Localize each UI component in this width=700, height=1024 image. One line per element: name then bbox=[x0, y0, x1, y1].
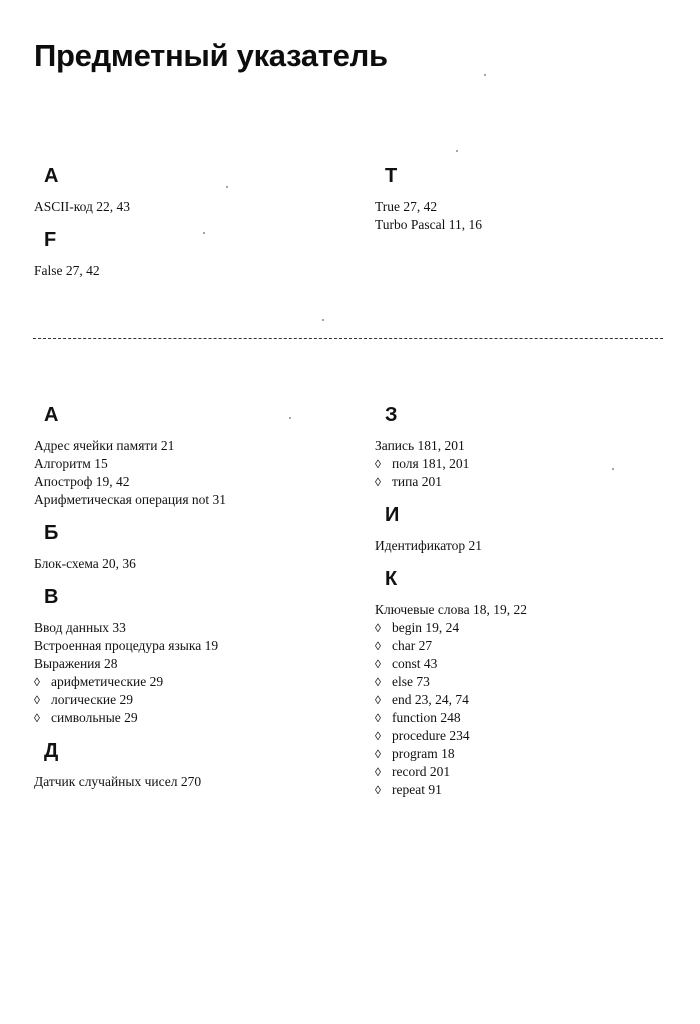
index-entry: Алгоритм 15 bbox=[34, 456, 108, 471]
index-subentry-text: end 23, 24, 74 bbox=[392, 692, 469, 707]
diamond-bullet-icon: ◊ bbox=[375, 729, 381, 743]
scan-speck bbox=[322, 319, 324, 321]
diamond-bullet-icon: ◊ bbox=[375, 765, 381, 779]
index-letter-heading: З bbox=[385, 404, 398, 426]
index-subentry-text: char 27 bbox=[392, 638, 433, 653]
index-letter-heading: F bbox=[44, 229, 57, 251]
index-entry: Запись 181, 201 bbox=[375, 438, 465, 453]
index-subentry bbox=[375, 709, 675, 727]
scan-speck bbox=[484, 74, 486, 76]
diamond-bullet-icon: ◊ bbox=[375, 639, 381, 653]
diamond-bullet-icon: ◊ bbox=[375, 747, 381, 761]
index-subentry-text: record 201 bbox=[392, 764, 451, 779]
diamond-bullet-icon: ◊ bbox=[34, 675, 40, 689]
index-entry: Встроенная процедура языка 19 bbox=[34, 638, 219, 653]
index-subentry bbox=[34, 673, 354, 691]
index-subentry-text: else 73 bbox=[392, 674, 430, 689]
index-subentry-text: логические 29 bbox=[51, 692, 134, 707]
index-subentry-text: procedure 234 bbox=[392, 728, 470, 743]
index-subentry bbox=[375, 781, 675, 799]
diamond-bullet-icon: ◊ bbox=[375, 675, 381, 689]
index-subentry-text: function 248 bbox=[392, 710, 461, 725]
index-letter-group bbox=[34, 521, 354, 573]
index-subentry bbox=[375, 727, 675, 745]
index-letter-heading: Д bbox=[44, 740, 59, 762]
latin-left-column bbox=[34, 164, 334, 292]
index-entry: Арифметическая операция not 31 bbox=[34, 492, 227, 507]
index-subentry-text: типа 201 bbox=[392, 474, 442, 489]
index-letter-group bbox=[34, 228, 334, 280]
index-entry: Апостроф 19, 42 bbox=[34, 474, 130, 489]
index-subentry bbox=[375, 637, 675, 655]
index-letter-group bbox=[375, 503, 675, 555]
diamond-bullet-icon: ◊ bbox=[375, 457, 381, 471]
cyrillic-left-column bbox=[34, 403, 354, 803]
diamond-bullet-icon: ◊ bbox=[34, 693, 40, 707]
index-entry: Turbo Pascal 11, 16 bbox=[375, 217, 483, 232]
diamond-bullet-icon: ◊ bbox=[375, 783, 381, 797]
index-subentry-text: program 18 bbox=[392, 746, 455, 761]
scan-speck bbox=[289, 417, 291, 419]
index-subentry bbox=[375, 655, 675, 673]
scan-speck bbox=[226, 186, 228, 188]
index-subentry bbox=[375, 691, 675, 709]
index-subentry-text: repeat 91 bbox=[392, 782, 442, 797]
index-subentry bbox=[34, 709, 354, 727]
index-entry: Ввод данных 33 bbox=[34, 620, 126, 635]
index-subentry bbox=[34, 691, 354, 709]
index-entry: Выражения 28 bbox=[34, 656, 118, 671]
index-entry: Ключевые слова 18, 19, 22 bbox=[375, 602, 527, 617]
index-subentry bbox=[375, 673, 675, 691]
index-letter-heading: А bbox=[44, 404, 59, 426]
index-subentry bbox=[375, 473, 675, 491]
index-subentry bbox=[375, 745, 675, 763]
index-subentry bbox=[375, 455, 675, 473]
index-letter-group bbox=[375, 567, 675, 799]
index-entry: Блок-схема 20, 36 bbox=[34, 556, 136, 571]
latin-right-column bbox=[375, 164, 675, 246]
scan-speck bbox=[456, 150, 458, 152]
diamond-bullet-icon: ◊ bbox=[375, 657, 381, 671]
index-entry: Идентификатор 21 bbox=[375, 538, 483, 553]
index-subentry-text: символьные 29 bbox=[51, 710, 138, 725]
index-subentry bbox=[375, 763, 675, 781]
page-title: Предметный указатель bbox=[34, 38, 388, 73]
index-subentry-text: арифметические 29 bbox=[51, 674, 164, 689]
diamond-bullet-icon: ◊ bbox=[375, 693, 381, 707]
index-letter-heading: К bbox=[385, 568, 398, 590]
index-entry: Датчик случайных чисел 270 bbox=[34, 774, 202, 789]
index-entry: ASCII-код 22, 43 bbox=[34, 199, 130, 214]
diamond-bullet-icon: ◊ bbox=[375, 711, 381, 725]
index-entry: Адрес ячейки памяти 21 bbox=[34, 438, 175, 453]
index-letter-group bbox=[34, 585, 354, 727]
index-letter-heading: В bbox=[44, 586, 59, 608]
scan-speck bbox=[203, 232, 205, 234]
scan-speck bbox=[612, 468, 614, 470]
index-letter-group bbox=[375, 403, 675, 491]
index-letter-group bbox=[34, 739, 354, 791]
index-entry: False 27, 42 bbox=[34, 263, 100, 278]
index-subentry-text: begin 19, 24 bbox=[392, 620, 460, 635]
diamond-bullet-icon: ◊ bbox=[34, 711, 40, 725]
index-entry: True 27, 42 bbox=[375, 199, 438, 214]
index-letter-group bbox=[375, 164, 675, 234]
cyrillic-right-column bbox=[375, 403, 675, 811]
index-subentry-text: поля 181, 201 bbox=[392, 456, 470, 471]
index-letter-heading: Б bbox=[44, 522, 59, 544]
index-letter-heading: И bbox=[385, 504, 400, 526]
diamond-bullet-icon: ◊ bbox=[375, 621, 381, 635]
index-letter-group bbox=[34, 403, 354, 509]
index-subentry bbox=[375, 619, 675, 637]
index-subentry-text: const 43 bbox=[392, 656, 438, 671]
index-letter-group bbox=[34, 164, 334, 216]
diamond-bullet-icon: ◊ bbox=[375, 475, 381, 489]
index-letter-heading: T bbox=[385, 165, 398, 187]
index-letter-heading: A bbox=[44, 165, 59, 187]
section-divider bbox=[33, 338, 663, 339]
